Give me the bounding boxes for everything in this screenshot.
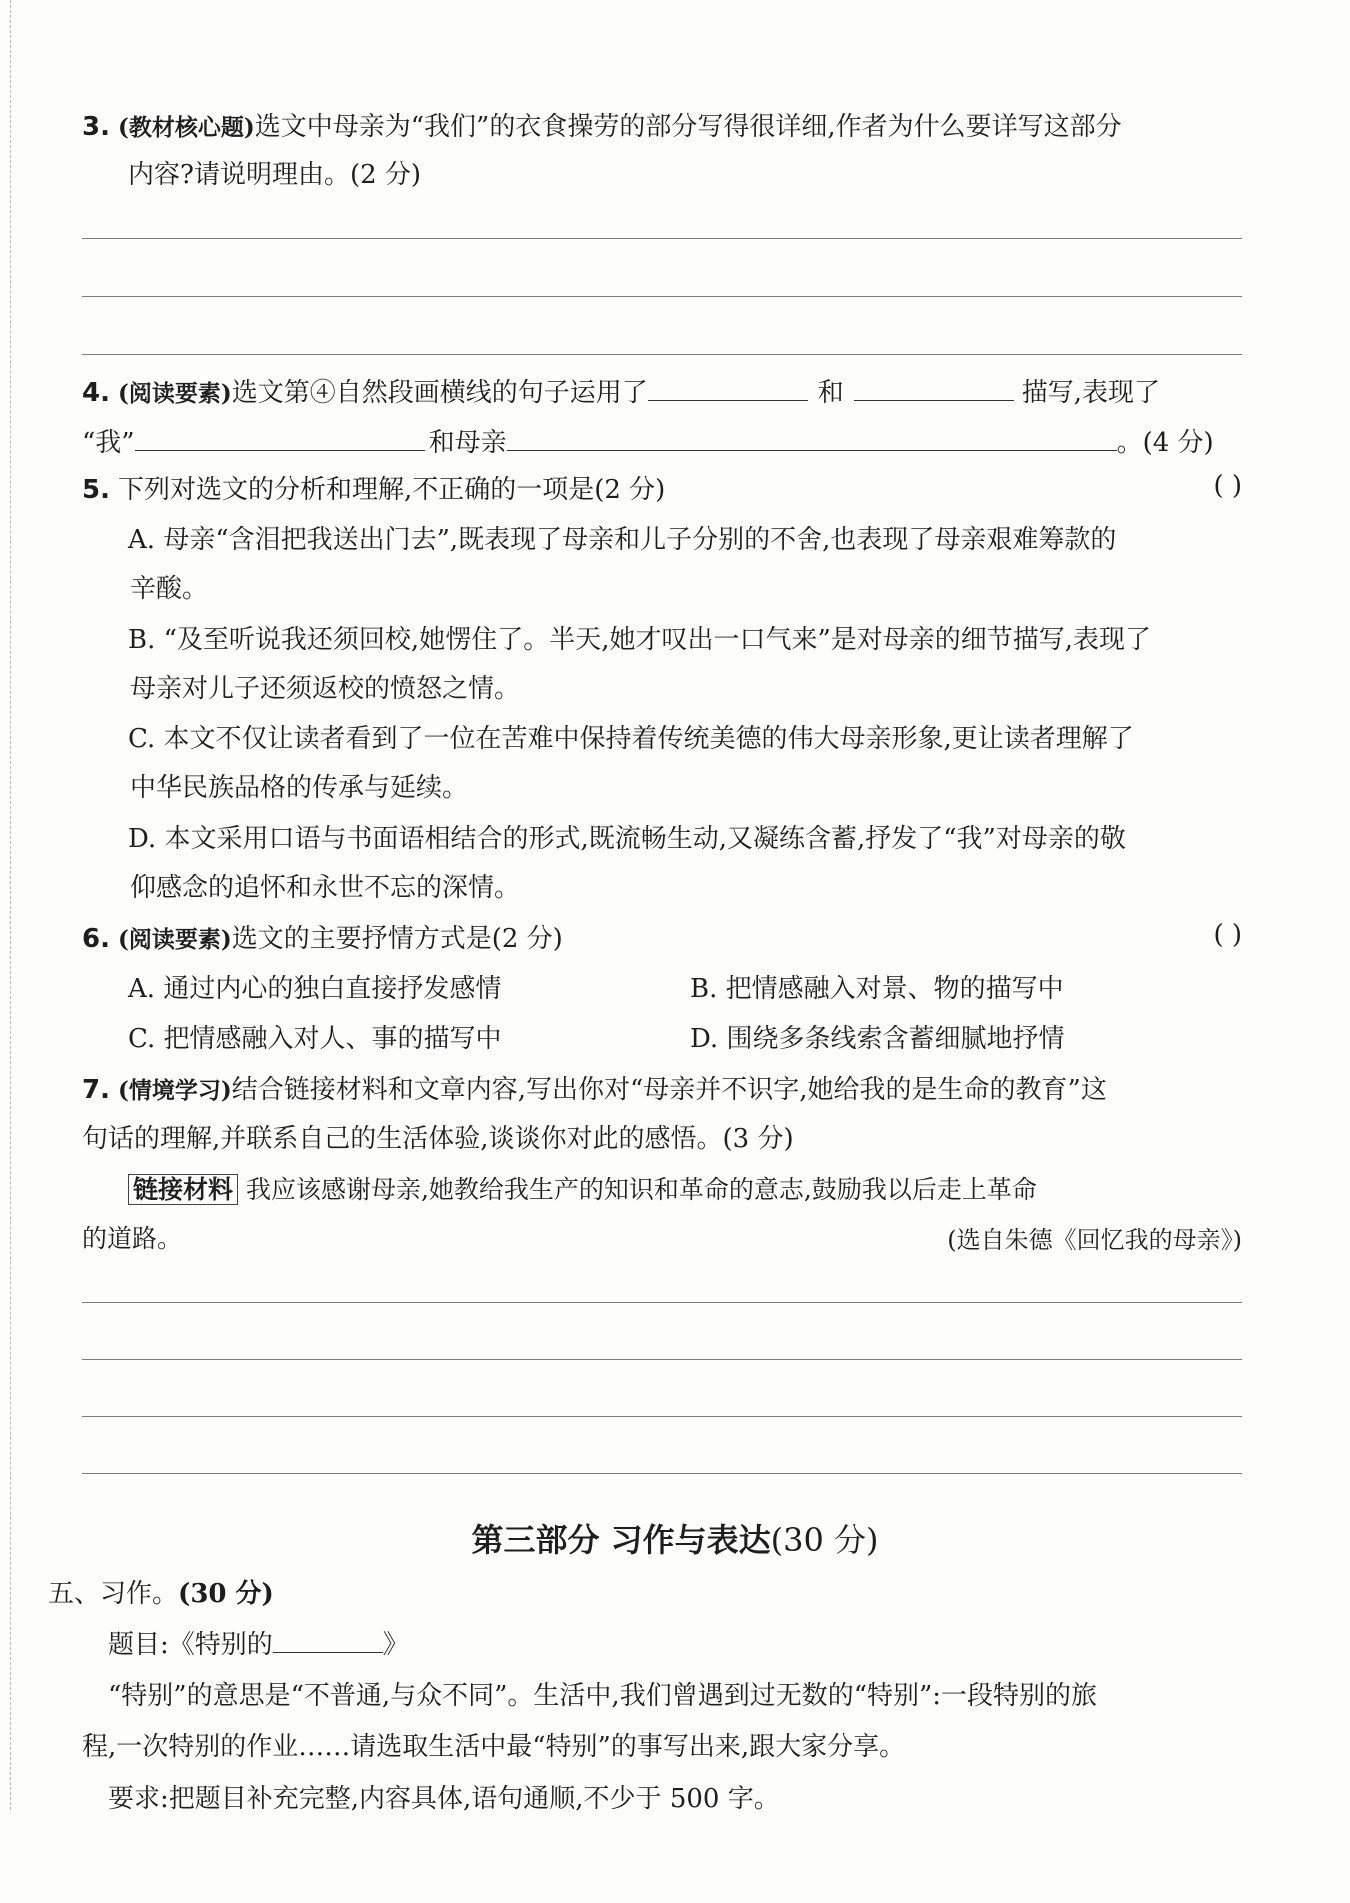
q3-text-1: 选文中母亲为“我们”的衣食操劳的部分写得很详细,作者为什么要详写这部分 <box>254 112 1122 142</box>
q4-blank-4[interactable] <box>507 422 1117 451</box>
q5-option-a-line2: 辛酸。 <box>130 574 209 604</box>
q6-option-c[interactable] <box>128 1020 690 1058</box>
q6-option-c-text: 把情感融入对人、事的描写中 <box>163 1024 502 1054</box>
q5-answer-paren[interactable]: ( ) <box>1213 471 1242 501</box>
q6-number: 6. <box>82 924 110 954</box>
q7-link-material <box>128 1171 1242 1209</box>
q5-option-c-line2: 中华民族品格的传承与延续。 <box>130 773 469 803</box>
q6-option-d-text: 围绕多条线索含蓄细腻地抒情 <box>726 1024 1065 1054</box>
q6-option-c-label: C. <box>128 1024 156 1054</box>
q5-option-b-label: B. <box>128 625 156 655</box>
q4-text-c: 描写,表现了 <box>1021 378 1161 408</box>
q5-option-d[interactable] <box>82 820 1242 858</box>
q5-option-c[interactable] <box>82 720 1242 758</box>
q3-answer-line-2[interactable] <box>82 296 1242 297</box>
section-3-points: (30 分) <box>770 1521 879 1559</box>
q4-text-a: 选文第④自然段画横线的句子运用了 <box>231 378 648 408</box>
q6-stem <box>82 920 1242 959</box>
q6-option-a-label: A. <box>128 974 156 1004</box>
q5-option-d-label: D. <box>128 824 157 854</box>
q6-option-d[interactable] <box>690 1020 1252 1058</box>
essay-heading <box>48 1575 1208 1613</box>
essay-title-blank[interactable] <box>273 1626 383 1653</box>
q6-option-b-label: B. <box>690 974 718 1004</box>
q4-blank-3[interactable] <box>135 422 425 451</box>
q7-answer-line-1[interactable] <box>82 1302 1242 1303</box>
q5-option-a[interactable] <box>82 521 1242 559</box>
q4-text-e: 和母亲 <box>428 428 507 458</box>
q5-number: 5. <box>82 475 110 505</box>
q6-option-a-text: 通过内心的独白直接抒发感情 <box>163 974 502 1004</box>
q5-option-b-line2: 母亲对儿子还须返校的愤怒之情。 <box>130 674 521 704</box>
q5-option-d-text: 本文采用口语与书面语相结合的形式,既流畅生动,又凝练含蓄,抒发了“我”对母亲的敬 <box>164 824 1126 854</box>
q4-blank-2[interactable] <box>854 372 1014 401</box>
q6-answer-paren[interactable]: ( ) <box>1213 920 1242 950</box>
q4-tag: (阅读要素) <box>117 380 232 407</box>
essay-heading-points: (30 分) <box>178 1579 274 1609</box>
essay-para1-line1: “特别”的意思是“不普通,与众不同”。生活中,我们曾遇到过无数的“特别”:一段特别的旅 <box>108 1681 1098 1711</box>
q7-line2: 句话的理解,并联系自己的生活体验,谈谈你对此的感悟。(3 分) <box>82 1124 794 1154</box>
essay-title <box>108 1626 1268 1664</box>
q7-answer-line-4[interactable] <box>82 1473 1242 1474</box>
q6-option-b[interactable] <box>690 970 1252 1008</box>
q3-answer-line-1[interactable] <box>82 238 1242 239</box>
essay-requirement: 要求:把题目补充完整,内容具体,语句通顺,不少于 500 字。 <box>108 1784 780 1814</box>
q5-option-b-text: “及至听说我还须回校,她愣住了。半天,她才叹出一口气来”是对母亲的细节描写,表现了 <box>163 625 1152 655</box>
q7-tag: (情境学习) <box>117 1077 232 1104</box>
q7-link-label: 链接材料 <box>128 1174 238 1205</box>
q7-answer-line-3[interactable] <box>82 1416 1242 1417</box>
q7-source: (选自朱德《回忆我的母亲》) <box>947 1226 1242 1254</box>
q6-option-a[interactable] <box>128 970 690 1008</box>
q5-stem-text: 下列对选文的分析和理解,不正确的一项是(2 分) <box>117 475 666 505</box>
q3-line2: 内容?请说明理由。(2 分) <box>128 160 422 190</box>
q4-text-f: 。(4 分) <box>1116 428 1214 458</box>
q4-text-b: 和 <box>817 378 844 408</box>
q5-option-a-text: 母亲“含泪把我送出门去”,既表现了母亲和儿子分别的不舍,也表现了母亲艰难筹款的 <box>163 525 1117 555</box>
q5-stem <box>82 471 1242 509</box>
q4-text-d: “我” <box>82 428 135 458</box>
q5-option-c-label: C. <box>128 724 156 754</box>
q5-option-c-text: 本文不仅让读者看到了一位在苦难中保持着传统美德的伟大母亲形象,更让读者理解了 <box>163 724 1134 754</box>
section-3-title-text: 第三部分 习作与表达 <box>471 1521 771 1559</box>
q5-option-b[interactable] <box>82 621 1242 659</box>
q5-option-a-label: A. <box>128 525 156 555</box>
q5-option-d-line2: 仰感念的追怀和永世不忘的深情。 <box>130 873 521 903</box>
section-3-title <box>0 1518 1350 1562</box>
q7-link-text-1: 我应该感谢母亲,她教给我生产的知识和革命的意志,鼓励我以后走上革命 <box>245 1175 1037 1204</box>
q4-line2 <box>82 422 1214 462</box>
q3-number: 3. <box>82 112 110 142</box>
q7-text-1: 结合链接材料和文章内容,写出你对“母亲并不识字,她给我的是生命的教育”这 <box>231 1075 1107 1105</box>
q7-line1 <box>82 1071 1242 1110</box>
q6-option-d-label: D. <box>690 1024 719 1054</box>
essay-title-prefix: 题目:《特别的 <box>108 1630 273 1660</box>
q3-answer-line-3[interactable] <box>82 354 1242 355</box>
q4-line1 <box>82 372 1242 413</box>
q7-number: 7. <box>82 1075 110 1105</box>
q3-line1 <box>82 108 1242 147</box>
q3-tag: (教材核心题) <box>117 114 255 141</box>
essay-heading-text: 五、习作。 <box>48 1579 179 1609</box>
q7-answer-line-2[interactable] <box>82 1359 1242 1360</box>
q6-option-b-text: 把情感融入对景、物的描写中 <box>725 974 1064 1004</box>
q4-number: 4. <box>82 378 110 408</box>
q6-stem-text: 选文的主要抒情方式是(2 分) <box>231 924 563 954</box>
q6-options-row-1 <box>82 970 1242 1008</box>
essay-title-suffix: 》 <box>382 1630 409 1660</box>
q4-blank-1[interactable] <box>648 372 808 401</box>
essay-para1-line2: 程,一次特别的作业……请选取生活中最“特别”的事写出来,跟大家分享。 <box>82 1732 906 1762</box>
q6-tag: (阅读要素) <box>117 926 232 953</box>
q6-options-row-2 <box>82 1020 1242 1058</box>
q7-link-text-2: 的道路。 <box>82 1224 183 1253</box>
